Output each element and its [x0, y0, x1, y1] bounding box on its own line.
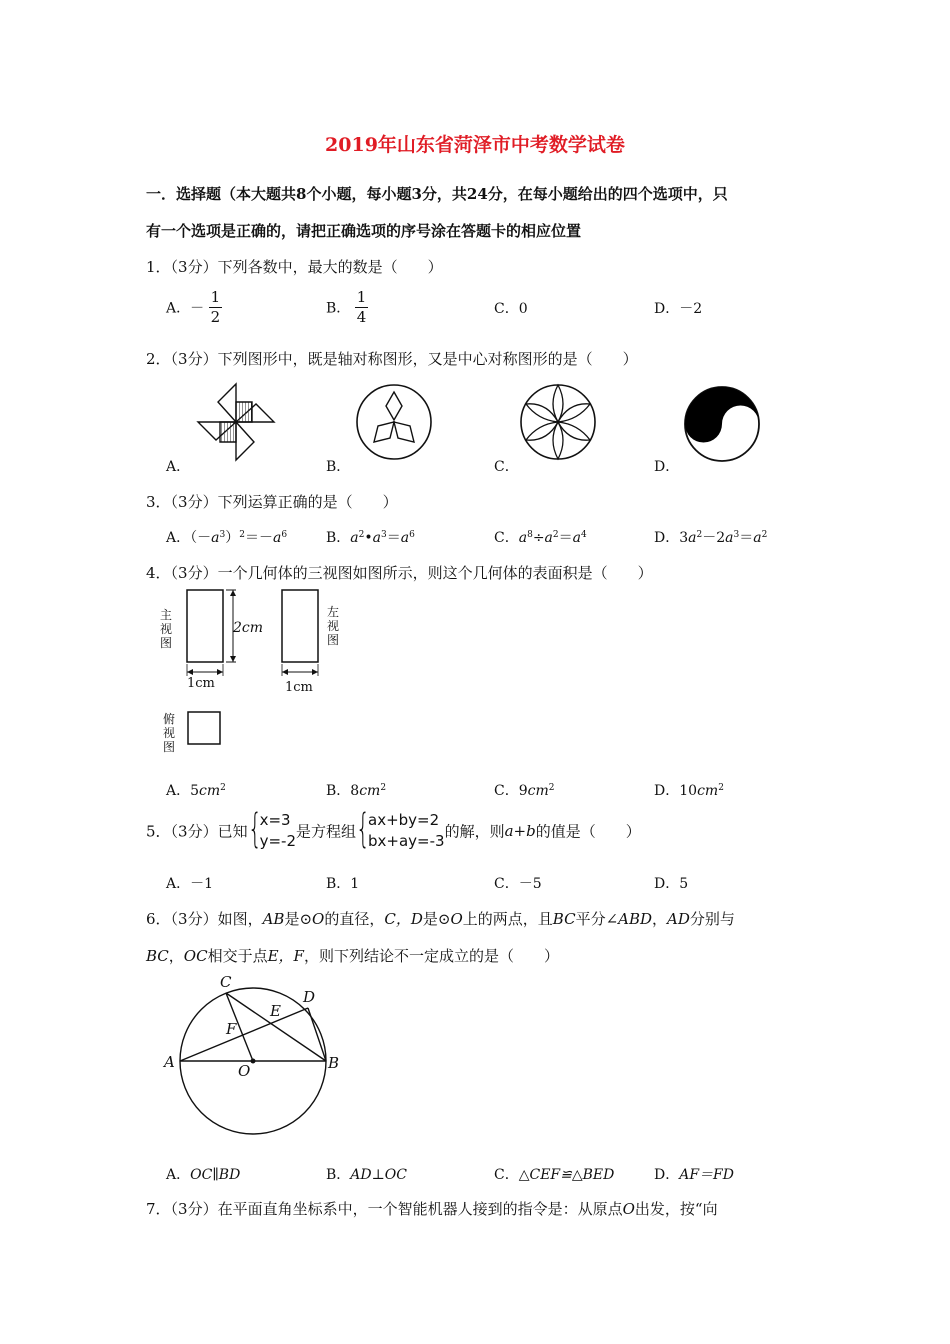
q3-d-var3: a	[753, 530, 762, 546]
q5-option-c: C．－5	[494, 876, 542, 892]
q5-sys1-row2: y=-2	[259, 832, 296, 850]
q6-l1-o: O	[312, 910, 325, 928]
q6-option-c	[494, 1164, 614, 1184]
q3-b-eq: ＝	[386, 530, 401, 546]
q5-sys1-row1: x=3	[259, 811, 291, 829]
q4-c-pow: 2	[548, 783, 555, 793]
q3-c-label: C．	[494, 530, 519, 546]
q3-d-pow2: 3	[733, 530, 740, 540]
q4-option-b	[326, 780, 386, 800]
q6-d-text: AF＝FD	[679, 1167, 734, 1183]
q6-l1-e: 上的两点，且	[462, 910, 553, 928]
q3-b-pow3: 6	[409, 530, 415, 540]
pinwheel-figure	[194, 380, 278, 464]
q3-b-label: B．	[326, 530, 351, 546]
q6-a-text: OC∥BD	[190, 1167, 241, 1183]
q3-stem: 3．（3分）下列运算正确的是（ ）	[146, 493, 398, 511]
q1-option-a	[166, 288, 222, 327]
q6-c-text: △CEF≌△BED	[518, 1167, 615, 1183]
q4-b-num: 8	[350, 783, 360, 799]
q4-a-label: A．	[166, 783, 191, 799]
q6-l1-h: 分别与	[689, 910, 735, 928]
q1-option-d: D．－2	[654, 301, 703, 317]
q6-l1-abd: ABD	[618, 910, 653, 928]
q3-d-op: －2	[702, 530, 726, 546]
circle-geometry-figure	[158, 968, 348, 1158]
q5-sys2-row2: bx+ay=-3	[368, 832, 445, 850]
q3-a-pow3: 6	[281, 530, 288, 540]
q3-c-op: ÷	[532, 530, 545, 546]
front-view-label: 主视图	[160, 608, 173, 650]
q4-a-unit: cm	[199, 783, 221, 799]
q6-l2-a: ，	[168, 947, 184, 965]
q6-c-label: C．	[494, 1167, 519, 1183]
point-c-label: C	[220, 973, 232, 991]
q3-a-eq: ＝－	[244, 530, 273, 546]
q3-option-b	[326, 527, 415, 547]
q4-c-num: 9	[518, 783, 528, 799]
q6-l2-ef: E，F	[267, 947, 304, 965]
q4-b-label: B．	[326, 783, 351, 799]
q1-stem: 1．（3分）下列各数中，最大的数是（ ）	[146, 258, 443, 276]
q5-post1: 的解，则	[444, 822, 505, 841]
q6-l1-bc: BC	[552, 910, 576, 928]
q7-stem	[146, 1198, 718, 1219]
q1-b-label: B．	[326, 300, 351, 317]
q6-b-label: B．	[326, 1167, 351, 1183]
q2-stem: 2．（3分）下列图形中，既是轴对称图形，又是中心对称图形的是（ ）	[146, 350, 638, 368]
q5-pre: 5．（3分）已知	[146, 822, 248, 841]
q3-d-var2: a	[725, 530, 734, 546]
q3-d-var1: a	[688, 530, 697, 546]
q6-l1-c: 的直径，	[324, 910, 385, 928]
yin-yang-figure	[682, 384, 762, 464]
q7-b: 出发，按“向	[634, 1200, 718, 1218]
q5-var: a+b	[504, 822, 536, 840]
section-heading-line1: 一．选择题（本大题共8个小题，每小题3分，共24分，在每小题给出的四个选项中，只	[146, 185, 728, 203]
point-o-label: O	[238, 1062, 251, 1080]
height-dimension: 2cm	[233, 620, 264, 636]
q4-a-pow: 2	[220, 783, 226, 793]
q4-stem: 4．（3分）一个几何体的三视图如图所示，则这个几何体的表面积是（ ）	[146, 564, 653, 582]
section-heading-line2: 有一个选项是正确的，请把正确选项的序号涂在答题卡的相应位置	[146, 222, 582, 240]
point-a-label: A	[164, 1053, 175, 1071]
q6-stem-line1	[146, 908, 735, 929]
q3-d-label: D．	[654, 530, 680, 546]
q1-option-c: C．0	[494, 301, 528, 317]
q3-b-var3: a	[400, 530, 410, 546]
q6-l1-cd: C，D	[384, 910, 423, 928]
q1-a-den: 2	[210, 308, 221, 326]
q6-l2-b: 相交于点	[207, 947, 268, 965]
q6-l1-a: 6．（3分）如图，	[146, 910, 263, 928]
q6-l1-d: 是⊙	[422, 910, 451, 928]
q5-sys2-row1: ax+by=2	[368, 811, 440, 829]
q3-a-mid: ）	[225, 530, 240, 546]
q6-d-label: D．	[654, 1167, 680, 1183]
q4-b-pow: 2	[380, 783, 387, 793]
q6-a-label: A．	[166, 1167, 191, 1183]
q3-b-var2: a	[372, 530, 382, 546]
q3-c-pow3: 4	[581, 530, 587, 540]
flower-figure	[518, 382, 598, 462]
q4-option-c	[494, 780, 555, 800]
q3-d-coef: 3	[679, 530, 689, 546]
q2-label-a: A．	[166, 459, 191, 475]
q4-option-a	[166, 780, 226, 800]
q3-a-pow1: 3	[219, 530, 226, 540]
q3-d-pow3: 2	[761, 530, 768, 540]
q6-l1-g: ，	[652, 910, 668, 928]
q7-o: O	[622, 1200, 635, 1218]
q3-d-pow1: 2	[696, 530, 703, 540]
q1-a-num: 1	[210, 288, 221, 306]
q6-b-text: AD⊥OC	[350, 1167, 407, 1183]
q1-a-fraction	[209, 288, 223, 327]
q6-l1-ad: AD	[667, 910, 690, 928]
q3-option-d	[654, 527, 767, 547]
width-dimension-front: 1cm	[187, 676, 215, 691]
point-d-label: D	[303, 988, 316, 1006]
q6-option-d	[654, 1164, 734, 1184]
q5-stem	[146, 806, 641, 852]
q2-label-d: D．	[654, 459, 680, 475]
q1-b-den: 4	[356, 308, 367, 326]
q5-mid: 是方程组	[296, 822, 357, 841]
q1-option-b	[326, 288, 368, 327]
q3-b-dot: •	[364, 530, 373, 546]
q2-label-b: B．	[326, 459, 351, 475]
point-e-label: E	[270, 1002, 281, 1020]
q3-option-a	[166, 527, 287, 547]
q4-d-pow: 2	[718, 783, 724, 793]
q3-c-var2: a	[544, 530, 553, 546]
q6-option-b	[326, 1164, 407, 1184]
q7-a: 7．（3分）在平面直角坐标系中，一个智能机器人接到的指令是：从原点	[146, 1200, 623, 1218]
q5-option-a: A．－1	[166, 876, 214, 892]
q5-system-2: { ax+by=2 bx+ay=-3	[356, 806, 445, 852]
q3-option-c	[494, 527, 587, 547]
q4-a-num: 5	[190, 783, 200, 799]
page-title: 2019年山东省菏泽市中考数学试卷	[325, 134, 625, 156]
q4-c-unit: cm	[527, 783, 549, 799]
q5-option-b: B．1	[326, 876, 360, 892]
top-view-label: 俯视图	[163, 712, 176, 754]
q5-option-d: D．5	[654, 876, 689, 892]
q6-l1-ab: AB	[262, 910, 285, 928]
q6-l1-f: 平分∠	[575, 910, 619, 928]
q6-l2-c: ，则下列结论不一定成立的是（ ）	[303, 947, 559, 965]
q1-a-label: A．－	[166, 300, 205, 317]
q3-c-eq: ＝	[558, 530, 573, 546]
width-dimension-left: 1cm	[285, 680, 313, 695]
q6-l2-bc: BC	[146, 947, 169, 965]
q4-option-d	[654, 780, 724, 800]
q3-c-var3: a	[572, 530, 581, 546]
q3-a-pre: （－	[190, 530, 212, 546]
q1-b-num: 1	[356, 288, 367, 306]
three-diamonds-figure	[354, 382, 434, 462]
q3-b-pow2: 3	[381, 530, 387, 540]
point-f-label: F	[226, 1020, 237, 1038]
left-view-label: 左视图	[327, 605, 340, 647]
q4-d-unit: cm	[697, 783, 719, 799]
q3-a-var: a	[211, 530, 220, 546]
q4-b-unit: cm	[359, 783, 381, 799]
q3-b-var1: a	[350, 530, 359, 546]
q3-c-pow1: 8	[527, 530, 533, 540]
q4-c-label: C．	[494, 783, 519, 799]
point-b-label: B	[328, 1054, 340, 1072]
q1-b-fraction	[355, 288, 369, 327]
q2-label-c: C．	[494, 459, 519, 475]
q3-c-pow2: 2	[552, 530, 559, 540]
q6-stem-line2	[146, 945, 559, 966]
q6-l1-o2: O	[450, 910, 463, 928]
q5-system-1: { x=3 y=-2	[247, 806, 296, 852]
q4-d-label: D．	[654, 783, 680, 799]
q3-c-var1: a	[518, 530, 528, 546]
q3-d-eq: ＝	[739, 530, 754, 546]
q3-a-var2: a	[272, 530, 282, 546]
q3-a-label: A．	[166, 530, 191, 546]
q6-l1-b: 是⊙	[284, 910, 313, 928]
q3-a-pow2: 2	[239, 530, 245, 540]
q5-post2: 的值是（ ）	[535, 822, 641, 841]
q4-d-num: 10	[679, 783, 698, 799]
q3-b-pow1: 2	[358, 530, 365, 540]
q6-option-a	[166, 1164, 240, 1184]
q6-l2-oc: OC	[183, 947, 208, 965]
